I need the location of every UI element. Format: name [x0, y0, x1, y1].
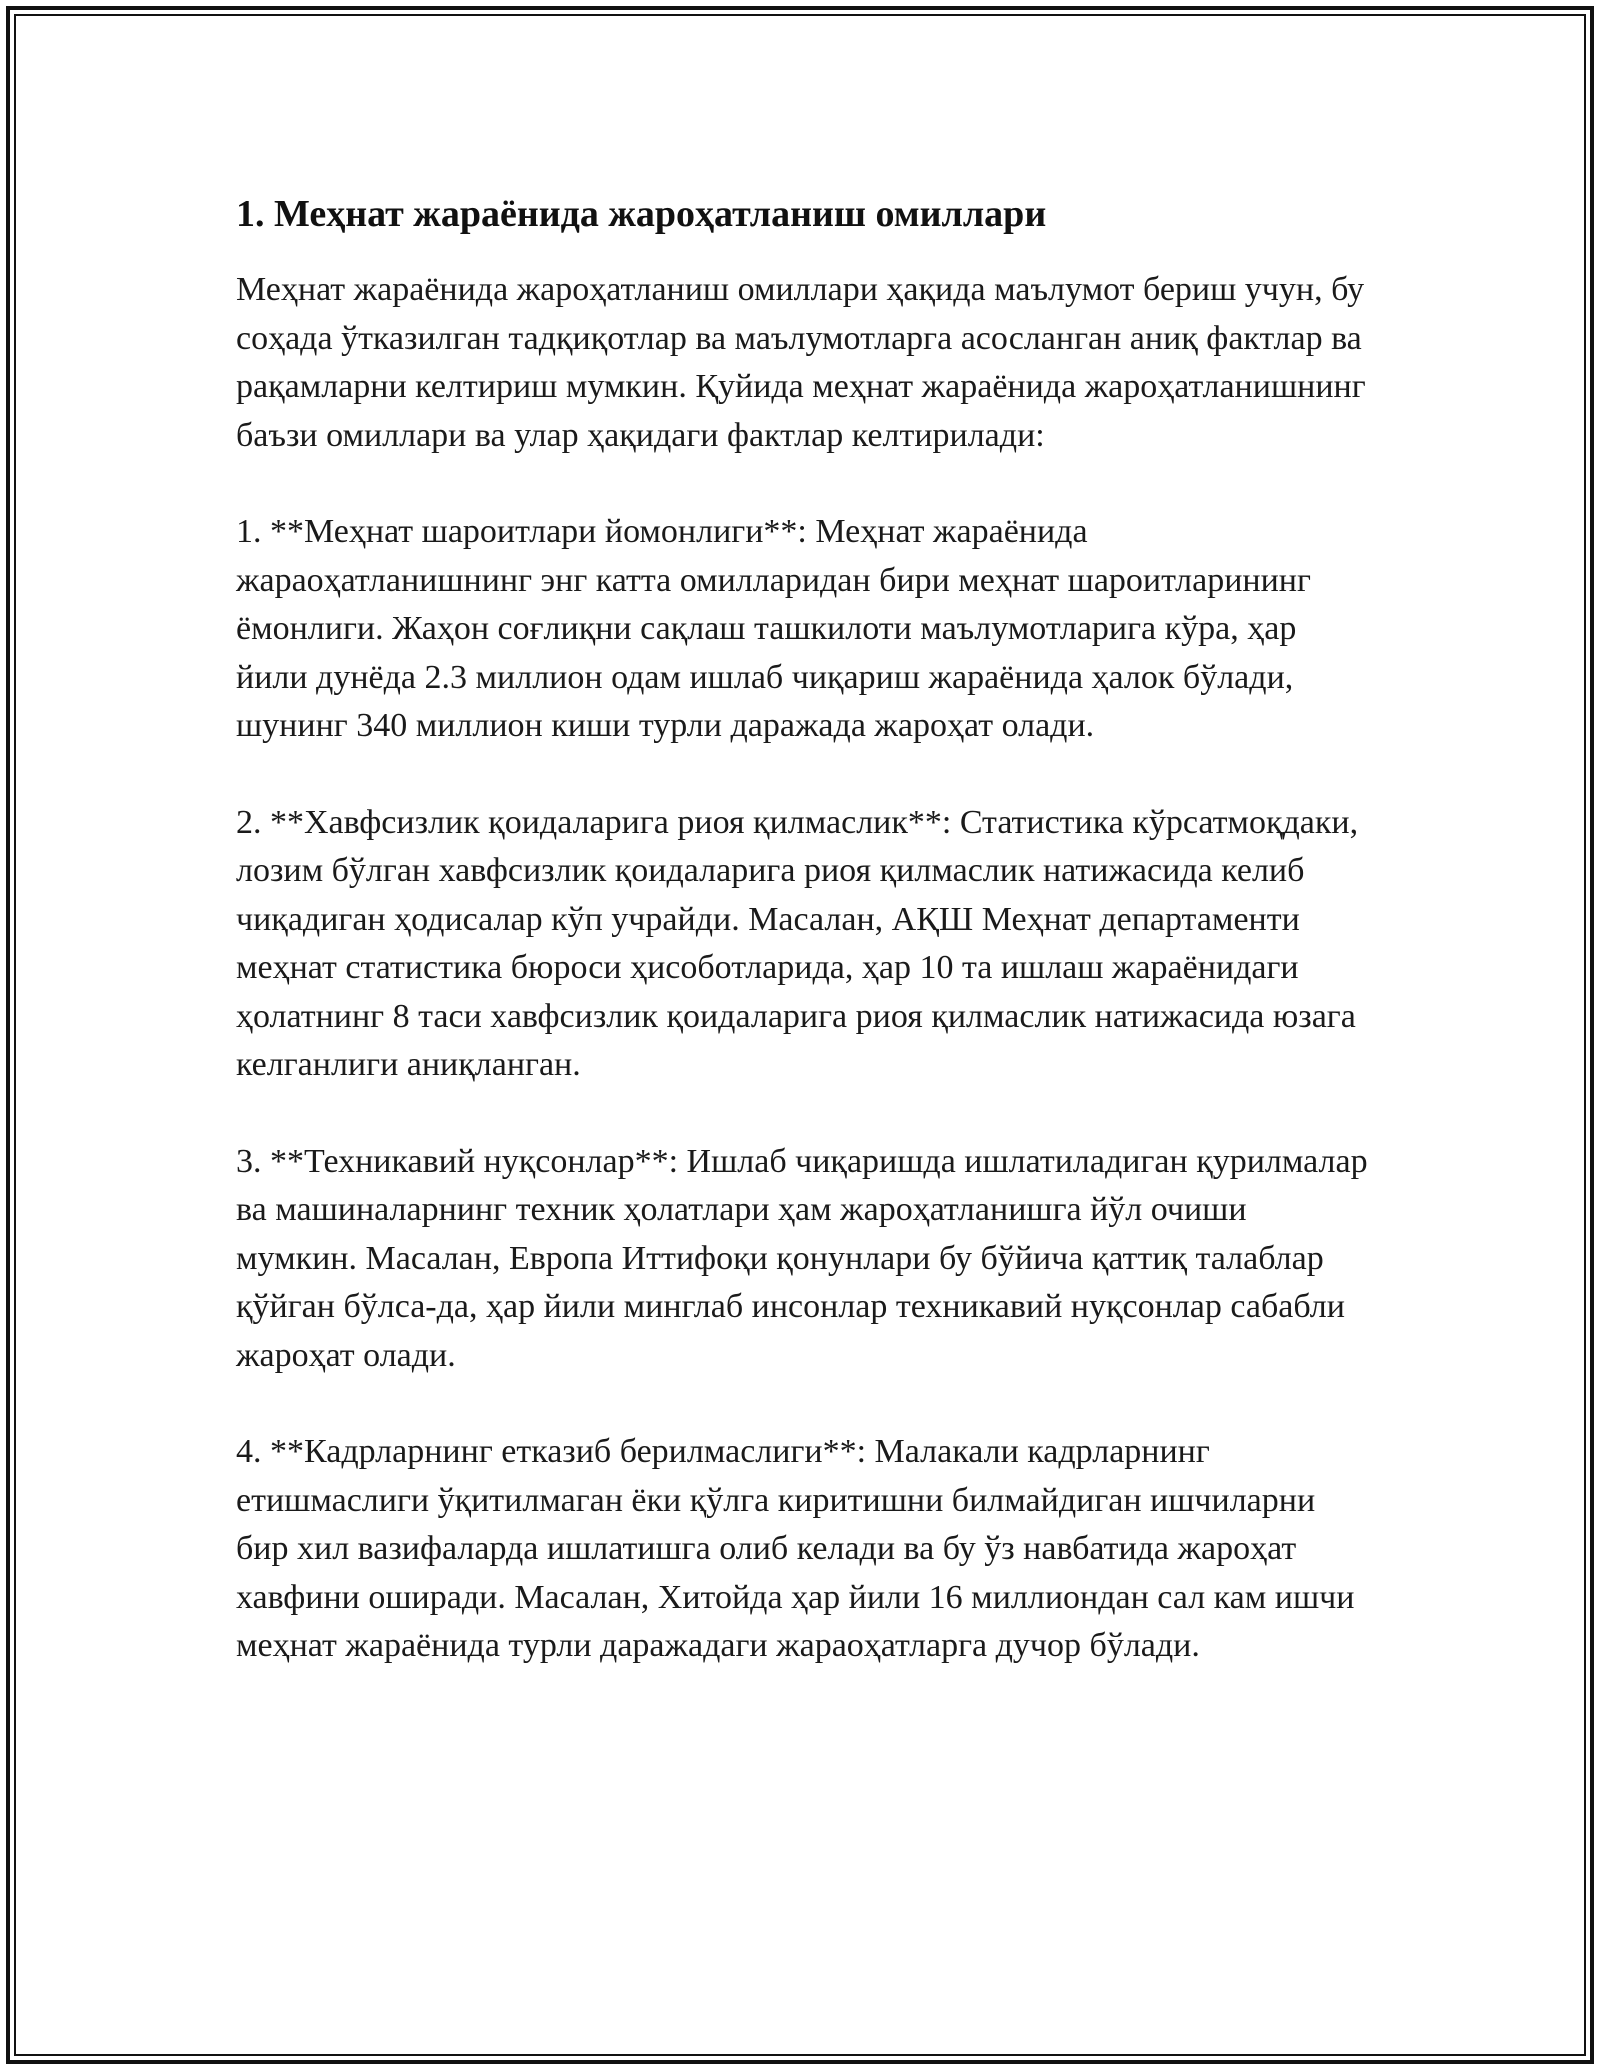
factor-2-paragraph: 2. **Хавфсизлик қоидаларига риоя қилмаслик**: Статистика кўрсатмоқдаки, лозим бўлган хавфсизлик қоидаларига риоя қилмаслик натижасида келиб чиқадиган ҳодисалар кўп учрайди. Масалан, АҚШ Меҳнат департаменти меҳнат статистика бюроси ҳисоботларида, ҳар 10 та ишлаш жараёнидаги ҳолатнинг 8 таси хавфсизлик қоидаларига риоя қилмаслик натижасида юзага келганлиги аниқланган. — [236, 803, 1359, 1083]
intro-paragraph: Меҳнат жараёнида жароҳатланиш омиллари ҳақида маълумот бериш учун, бу соҳада ўтказилган тадқиқотлар ва маълумотларга асосланган аниқ фактлар ва рақамларни келтириш мумкин. Қуйида меҳнат жараёнида жароҳатланишнинг баъзи омиллари ва улар ҳақидаги фактлар келтирилади: — [236, 271, 1366, 454]
section-heading: 1. Меҳнат жараёнида жароҳатланиш омиллари — [236, 193, 1047, 235]
factor-1-paragraph: 1. **Меҳнат шароитлари йомонлиги**: Меҳнат жараёнида жараоҳатланишнинг энг катта омилларидан бири меҳнат шароитларининг ёмонлиги. Жаҳон соғлиқни сақлаш ташкилоти маълумотларига кўра, ҳар йили дунёда 2.3 миллион одам ишлаб чиқариш жараёнида ҳалок бўлади, шунинг 340 миллион киши турли даражада жароҳат олади. — [236, 513, 1311, 744]
document-body — [236, 186, 1376, 1671]
factor-3-paragraph: 3. **Техникавий нуқсонлар**: Ишлаб чиқаришда ишлатиладиган қурилмалар ва машиналарнинг техник ҳолатлари ҳам жароҳатланишга йўл очиши мумкин. Масалан, Европа Иттифоқи қонунлари бу бўйича қаттиқ талаблар қўйган бўлса-да, ҳар йили минглаб инсонлар техникавий нуқсонлар сабабли жароҳат олади. — [236, 1142, 1368, 1374]
factor-4-paragraph: 4. **Кадрларнинг етказиб берилмаслиги**: Малакали кадрларнинг етишмаслиги ўқитилмаган ёки қўлга киритишни билмайдиган ишчиларни бир хил вазифаларда ишлатишга олиб келади ва бу ўз навбатида жароҳат хавфини оширади. Масалан, Хитойда ҳар йили 16 миллиондан сал кам ишчи меҳнат жараёнида турли даражадаги жараоҳатларга дучор бўлади. — [236, 1433, 1355, 1664]
